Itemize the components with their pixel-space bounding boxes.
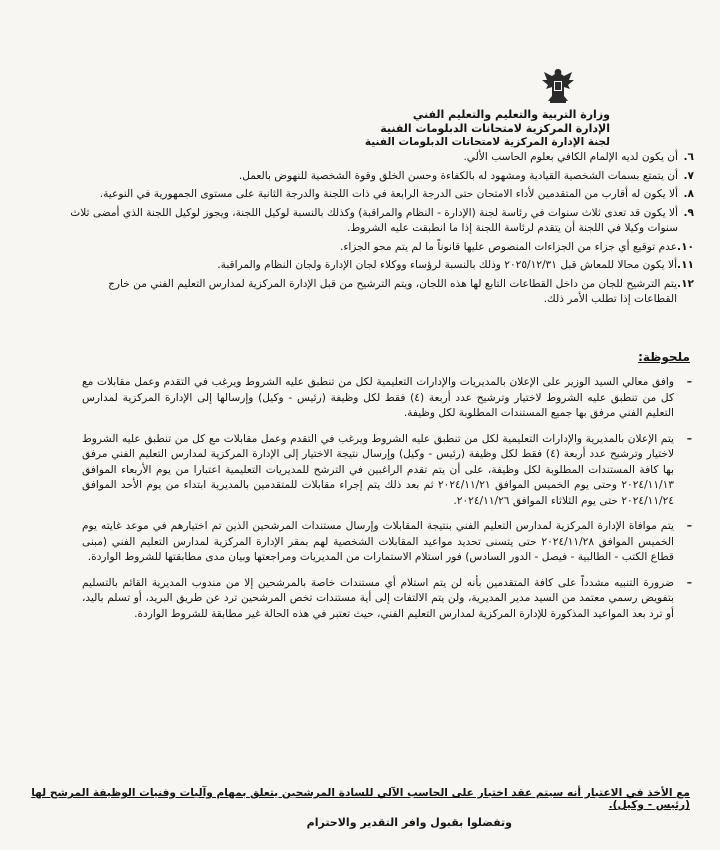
item-text: أن يتمتع بسمات الشخصية القيادية ومشهود له بالكفاءة وحسن الخلق وقوة الشخصية للنهوض بالعمل. (238, 169, 678, 182)
item-number: ٦. (683, 151, 694, 163)
item-text: ألا يكون محالا للمعاش قبل ٢٠٢٥/١٢/٣١ وذلك بالنسبة لرؤساء ووكلاء لجان الإدارة ولجان النظام والمراقبة. (217, 259, 678, 271)
item-number: ٨. (683, 188, 694, 200)
list-item (66, 150, 694, 166)
item-number: ٧. (683, 169, 694, 182)
item-text: عدم توقيع أي جزاء من الجزاءات المنصوص عليها قانوناً ما لم يتم محو الجزاء. (340, 240, 678, 253)
item-text: ألا يكون قد تعدى ثلاث سنوات في رئاسة لجنة (الإدارة - النظام والمراقبة) وكذلك بالنسبة لوكيل اللجنة، ويجوز لوكيل اللجنة الذي أمضى ثلاث سنوات وكيلا في اللجنة أن يتقدم لرئاسة اللجنة إذا ما انطبقت عليه الشروط. (70, 206, 678, 234)
list-item (66, 187, 694, 203)
list-item (66, 277, 694, 308)
note-text: وافق معالي السيد الوزير على الإعلان بالمديريات والإدارات التعليمية لكل من تنطبق عليه الشروط ويرغب في التقدم وعمل مقابلات مع كل من تنطبق عليه الشروط لاختيار وترشيح عدد أربعة (٤) فقط لكل وظيفة (رئيس - وكيل) وإرسالها إلى الإدارة المركزية لمدارس التعليم الفني مرفق بها جميع المستندات المطلوبة لكل وظيفة. (82, 376, 675, 419)
list-item (66, 206, 694, 237)
department-name: الإدارة المركزية لامتحانات الدبلومات الفنية (380, 122, 610, 135)
item-number: ١١. (677, 259, 694, 271)
bullet-dash: – (686, 520, 692, 532)
notes-list (82, 375, 692, 632)
item-text: ألا يكون له أقارب من المتقدمين لأداء الامتحان حتى الدرجة الرابعة في ذات اللجنة والدرجة الثانية على مستوى الجمهورية في النوعية. (99, 188, 678, 200)
note-text: يتم الإعلان بالمديرية والإدارات التعليمية لكل من تنطبق عليه الشروط ويرغب في التقدم وعمل مقابلات مع كل من تنطبق عليه الشروط لاختيار وترشيح عدد أربعة (٤) فقط لكل وظيفة (رئيس - وكيل) وإرسال نتيجة الاختيار إلى الإدارة المركزية لمدارس التعليم الفني مرفق بها كافة المستندات المطلوبة لكل وظيفة، على أن يتم تقدم الراغبين في الترشح للمديريات التعليمية اعتبارا من يوم الأربعاء الموافق ٢٠٢٤/١١/١٣ وحتى يوم الخميس الموافق ٢٠٢٤/١١/٢١ ثم بعد ذلك يتم إجراء مقابلات للمتقدمين بالمديرية ابتداء من يوم الأحد الموافق ٢٠٢٤/١١/٢٤ حتى يوم الثلاثاء الموافق ٢٠٢٤/١١/٢٦. (82, 432, 674, 507)
note-text: ضرورة التنبيه مشدداً على كافة المتقدمين بأنه لن يتم استلام أي مستندات خاصة بالمرشحين إلا من مندوب المديرية القائم بالتسليم بتفويض رسمي معتمد من السيد مدير المديرية، ولن يتم الالتفات إلى أية مستندات تخص المرشحين ترد عن طريق البريد، أو تسلم باليد، أو ترد بعد المواعيد المذكورة للإدارة المركزية لمدارس التعليم الفني، حيث تعتبر في هذه الحالة غير مطابقة للشروط الواردة. (82, 576, 674, 620)
item-number: ١٢. (677, 277, 694, 290)
item-number: ٩. (683, 206, 694, 219)
note-heading: ملحوظة: (638, 350, 690, 364)
list-item (66, 169, 694, 185)
note-item (82, 375, 692, 422)
note-item (82, 432, 692, 510)
list-item (66, 258, 694, 274)
computer-test-note: مع الأخذ في الاعتبار أنه سيتم عقد اختبار على الحاسب الآلي للسادة المرشحين يتعلق بمهام وآليات وفنيات الوظيفة المرشح لها (رئيس - وكيل). (31, 787, 690, 811)
item-text: يتم الترشيح للجان من داخل القطاعات التابع لها هذه اللجان، ويتم الترشيح من قبل الإدارة المركزية لمدارس التعليم الفني من خارج القطاعات إذا تطلب الأمر ذلك. (108, 277, 678, 305)
bullet-dash: – (686, 576, 692, 589)
bullet-dash: – (686, 432, 692, 445)
eagle-emblem-icon (538, 66, 578, 106)
item-number: ١٠. (677, 240, 694, 253)
item-text: أن يكون لديه الإلمام الكافي بعلوم الحاسب الألي. (463, 151, 678, 163)
note-item (82, 576, 692, 623)
ministry-name: وزارة التربية والتعليم والتعليم الفني (412, 108, 610, 121)
list-item (66, 240, 694, 256)
bullet-dash: – (686, 376, 692, 388)
committee-name: لجنة الإدارة المركزية لامتحانات الدبلومات الفنية (364, 136, 610, 148)
note-item (82, 519, 692, 566)
closing-salutation: وتفضلوا بقبول وافر التقدير والاحترام (306, 816, 512, 829)
note-text: يتم موافاة الإدارة المركزية لمدارس التعليم الفني بنتيجة المقابلات وإرسال مستندات المرشحين الذين تم اختيارهم في موعد غايته يوم الخميس الموافق ٢٠٢٤/١١/٢٨ حتى يتسنى تحديد مواعيد المقابلات الشخصية لهم بمقر الإدارة المركزية لمدارس التعليم الفني (مبنى قطاع الكتب - الطالبية - فيصل - الدور السادس) فور استلام الاستمارات من المديريات ومراجعتها وبيان مدى مطابقتها للشروط الواردة. (82, 520, 674, 563)
conditions-list (66, 150, 694, 311)
